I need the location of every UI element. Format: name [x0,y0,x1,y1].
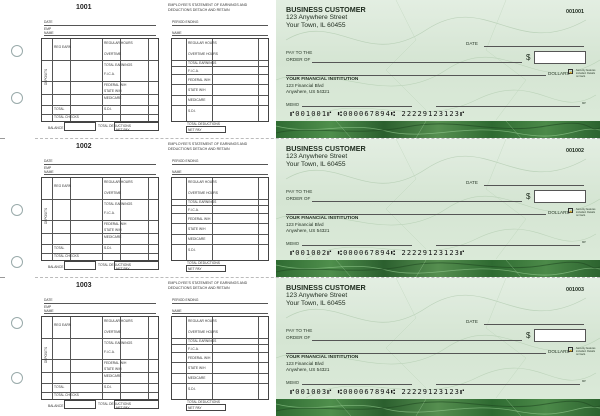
grid-row [172,60,268,61]
date-label: DATE [466,180,478,185]
federal-wh-label: FEDERAL W/H [104,83,127,87]
amount-box[interactable] [534,190,586,203]
emp-name-line[interactable] [44,313,156,314]
deposits-grid [41,38,159,122]
business-name: BUSINESS CUSTOMER [286,144,366,153]
payee-line[interactable] [312,62,522,63]
name-line[interactable] [172,313,268,314]
grid-col [258,317,259,399]
overtime-hours-label: OVERTIME HOURS [188,191,218,195]
grid-col [102,317,103,399]
date-label: DATE [466,41,478,46]
emp-name-line[interactable] [44,174,156,175]
grid-col [52,178,53,260]
security-note: Security features included. Details on back. [576,69,596,78]
bank-address-line2: Anywhere, US 54321 [286,367,330,372]
check [276,278,600,416]
total-earnings-label-r: TOTAL EARNINGS [188,339,217,343]
grid-row [172,383,268,384]
business-name: BUSINESS CUSTOMER [286,283,366,292]
micr-line: ⑈001001⑈ ⑆000067894⑆ 22229123123⑈ [290,110,466,118]
grid-row [172,95,268,96]
check-number: 001002 [566,148,584,154]
emp-label: EMP [44,27,52,31]
grid-row [172,244,268,245]
date-label: DATE [44,159,53,163]
earnings-grid [171,177,269,261]
fica-label-r: F.I.C.A. [188,69,199,73]
fica-label: F.I.C.A. [104,350,115,354]
bank-address-line2: Anywhere, US 54321 [286,89,330,94]
statement-heading: EMPLOYEE'S STATEMENT OF EARNINGS AND DEDUCTIONS DETACH AND RETAIN [168,3,248,12]
total-deductions-label-r: TOTAL DEDUCTIONS [187,400,220,404]
total-label: TOTAL [54,246,65,250]
grid-row [42,94,158,95]
grid-row [172,338,268,339]
pay-to-label: PAY TO THE [286,50,313,55]
mp-label: MP [582,380,586,383]
reg-earn-label: REG EARN [54,184,72,188]
amount-box[interactable] [534,51,586,64]
period-ending-line[interactable] [172,164,268,165]
green-marble-band [276,121,600,138]
period-ending-line[interactable] [172,25,268,26]
grid-row [172,105,268,106]
grid-col [148,178,149,260]
name-line[interactable] [172,35,268,36]
sdi-label: S.D.I. [104,246,113,250]
medicare-label-r: MEDICARE [188,237,206,241]
micr-line: ⑈001002⑈ ⑆000067894⑆ 22229123123⑈ [290,249,466,257]
total-earnings-label-r: TOTAL EARNINGS [188,61,217,65]
security-note: Security features included. Details on back. [576,208,596,217]
grid-row [42,244,158,245]
state-wh-label: STATE W/H [104,228,122,232]
emp-label: EMP [44,305,52,309]
date-line[interactable] [44,164,156,165]
name-line[interactable] [172,174,268,175]
date-label: DATE [44,298,53,302]
sdi-label: S.D.I. [104,385,113,389]
band-texture [276,260,600,277]
check-row [0,139,600,277]
bank-name: YOUR FINANCIAL INSTITUTION [286,355,359,360]
grid-row [42,105,158,106]
payee-line[interactable] [312,201,522,202]
total-deductions-label: TOTAL DEDUCTIONS [98,402,131,406]
pay-to-label: PAY TO THE [286,189,313,194]
business-address-line2: Your Town, IL 60455 [286,22,346,29]
grid-col [258,39,259,121]
signature-line[interactable] [436,384,580,385]
regular-hours-label-r: REGULAR HOURS [188,180,217,184]
total-deductions-label: TOTAL DEDUCTIONS [98,124,131,128]
grid-row [42,220,158,221]
total-checks-label: TOTAL CHECKS [54,254,79,258]
state-wh-label-r: STATE W/H [188,88,206,92]
emp-name-label: NAME [44,30,54,35]
grid-row [172,213,268,214]
lock-icon: 🔒 [569,209,573,213]
balance-box[interactable] [64,400,96,409]
sdi-label-r: S.D.I. [188,387,197,391]
dollars-label: DOLLARS [548,71,570,76]
period-ending-label: PERIOD ENDING [172,298,199,302]
grid-row [42,372,158,373]
amount-words-line[interactable] [286,75,546,76]
date-line[interactable] [44,303,156,304]
business-address-line1: 123 Anywhere Street [286,153,348,160]
check-number: 001001 [566,9,584,15]
name-label: NAME [172,170,182,174]
memo-line[interactable] [302,384,412,385]
mp-label: MP [582,102,586,105]
total-checks-label: TOTAL CHECKS [54,393,79,397]
balance-box[interactable] [64,122,96,131]
federal-wh-label: FEDERAL W/H [104,361,127,365]
deposits-label: DEPOSITS [44,207,48,224]
bank-address-line1: 123 Financial Blvd [286,83,324,88]
medicare-label: MEDICARE [104,235,122,239]
grid-col [70,39,71,121]
stub-number: 1003 [76,282,92,289]
emp-name-label: NAME [44,308,54,313]
grid-col [186,317,187,399]
grid-row [42,359,158,360]
lock-icon: 🔒 [569,348,573,352]
date-label: DATE [44,20,53,24]
paystub [36,139,272,277]
order-of-label: ORDER OF [286,335,311,340]
grid-col [148,39,149,121]
name-label: NAME [172,309,182,313]
date-label: DATE [466,319,478,324]
grid-row [172,205,268,206]
net-pay-label: NET PAY [188,406,202,410]
memo-label: MEMO [286,241,300,246]
net-pay-label-left: NET PAY [116,128,130,132]
state-wh-label: STATE W/H [104,89,122,93]
federal-wh-label: FEDERAL W/H [104,222,127,226]
grid-col [186,39,187,121]
total-checks-label: TOTAL CHECKS [54,115,79,119]
grid-row [172,344,268,345]
amount-box[interactable] [534,329,586,342]
check [276,139,600,277]
emp-name-line[interactable] [44,35,156,36]
signature-line[interactable] [436,245,580,246]
grid-row [172,373,268,374]
federal-wh-label-r: FEDERAL W/H [188,217,211,221]
overtime-hours-label: OVERTIME HOURS [188,52,218,56]
emp-name-label: NAME [44,169,54,174]
band-texture [276,121,600,138]
statement-heading: EMPLOYEE'S STATEMENT OF EARNINGS AND DEDUCTIONS DETACH AND RETAIN [168,142,248,151]
medicare-label: MEDICARE [104,96,122,100]
memo-line[interactable] [302,245,412,246]
grid-col [70,317,71,399]
grid-row [42,383,158,384]
memo-label: MEMO [286,102,300,107]
check-row [0,0,600,138]
regular-hours-label: REGULAR HOURS [104,180,133,184]
emp-label: EMP [44,166,52,170]
check-row [0,278,600,416]
fica-label: F.I.C.A. [104,72,115,76]
sdi-label: S.D.I. [104,107,113,111]
fica-label: F.I.C.A. [104,211,115,215]
grid-row [172,234,268,235]
bank-address-line1: 123 Financial Blvd [286,222,324,227]
grid-row [172,352,268,353]
reg-earn-label: REG EARN [54,323,72,327]
medicare-label-r: MEDICARE [188,376,206,380]
fica-label-r: F.I.C.A. [188,208,199,212]
grid-row [42,199,158,200]
earnings-grid [171,38,269,122]
stub-number: 1001 [76,4,92,11]
bank-address-line2: Anywhere, US 54321 [286,228,330,233]
check [276,0,600,138]
date-line[interactable] [44,25,156,26]
memo-line[interactable] [302,106,412,107]
dollar-sign: $ [526,331,531,340]
check-number: 001003 [566,287,584,293]
grid-row [172,362,268,363]
security-note: Security features included. Details on back. [576,347,596,356]
balance-label: BALANCE [48,265,64,269]
total-earnings-label: TOTAL EARNINGS [104,202,133,206]
perforation [35,138,600,139]
date-line[interactable] [484,46,584,47]
band-texture [276,399,600,416]
fica-label-r: F.I.C.A. [188,347,199,351]
regular-hours-label: REGULAR HOURS [104,319,133,323]
regular-hours-label-r: REGULAR HOURS [188,41,217,45]
grid-row [172,199,268,200]
regular-hours-label-r: REGULAR HOURS [188,319,217,323]
memo-label: MEMO [286,380,300,385]
total-earnings-label: TOTAL EARNINGS [104,63,133,67]
deposits-grid [41,177,159,261]
grid-col [102,178,103,260]
balance-box[interactable] [64,261,96,270]
grid-col [52,317,53,399]
reg-earn-label: REG EARN [54,45,72,49]
bank-name: YOUR FINANCIAL INSTITUTION [286,216,359,221]
dollar-sign: $ [526,192,531,201]
amount-words-line[interactable] [286,353,546,354]
bank-address-line1: 123 Financial Blvd [286,361,324,366]
grid-row [172,223,268,224]
green-marble-band [276,260,600,277]
dollars-label: DOLLARS [548,349,570,354]
federal-wh-label-r: FEDERAL W/H [188,356,211,360]
business-address-line1: 123 Anywhere Street [286,14,348,21]
balance-label: BALANCE [48,126,64,130]
total-earnings-label: TOTAL EARNINGS [104,341,133,345]
state-wh-label: STATE W/H [104,367,122,371]
earnings-grid [171,316,269,400]
regular-hours-label: REGULAR HOURS [104,41,133,45]
stub-number: 1002 [76,143,92,150]
total-label: TOTAL [54,107,65,111]
date-line[interactable] [484,185,584,186]
payee-line[interactable] [312,340,522,341]
net-pay-label-left: NET PAY [116,406,130,410]
state-wh-label-r: STATE W/H [188,227,206,231]
period-ending-label: PERIOD ENDING [172,20,199,24]
business-address-line2: Your Town, IL 60455 [286,300,346,307]
grid-row [172,84,268,85]
grid-row [42,60,158,61]
overtime-label: OVERTIME [104,191,122,195]
perforation [35,277,600,278]
pay-to-label: PAY TO THE [286,328,313,333]
name-label: NAME [172,31,182,35]
deposits-label: DEPOSITS [44,346,48,363]
order-of-label: ORDER OF [286,57,311,62]
bank-name: YOUR FINANCIAL INSTITUTION [286,77,359,82]
lock-icon: 🔒 [569,70,573,74]
total-deductions-label: TOTAL DEDUCTIONS [98,263,131,267]
total-deductions-label-r: TOTAL DEDUCTIONS [187,261,220,265]
total-deductions-label-r: TOTAL DEDUCTIONS [187,122,220,126]
total-earnings-label-r: TOTAL EARNINGS [188,200,217,204]
period-ending-label: PERIOD ENDING [172,159,199,163]
grid-row [42,81,158,82]
deposits-label: DEPOSITS [44,68,48,85]
grid-col [70,178,71,260]
amount-words-line[interactable] [286,214,546,215]
sdi-label-r: S.D.I. [188,109,197,113]
business-address-line2: Your Town, IL 60455 [286,161,346,168]
grid-row [172,66,268,67]
deposits-grid [41,316,159,400]
medicare-label: MEDICARE [104,374,122,378]
net-pay-label-left: NET PAY [116,267,130,271]
net-pay-label: NET PAY [188,128,202,132]
business-name: BUSINESS CUSTOMER [286,5,366,14]
order-of-label: ORDER OF [286,196,311,201]
business-address-line1: 123 Anywhere Street [286,292,348,299]
grid-row [42,233,158,234]
grid-col [148,317,149,399]
mp-label: MP [582,241,586,244]
grid-col [186,178,187,260]
sdi-label-r: S.D.I. [188,248,197,252]
dollars-label: DOLLARS [548,210,570,215]
dollar-sign: $ [526,53,531,62]
period-ending-line[interactable] [172,303,268,304]
grid-row [42,338,158,339]
grid-col [52,39,53,121]
net-pay-label: NET PAY [188,267,202,271]
micr-line: ⑈001003⑈ ⑆000067894⑆ 22229123123⑈ [290,388,466,396]
paystub [36,0,272,138]
state-wh-label-r: STATE W/H [188,366,206,370]
statement-heading: EMPLOYEE'S STATEMENT OF EARNINGS AND DEDUCTIONS DETACH AND RETAIN [168,281,248,290]
total-label: TOTAL [54,385,65,389]
balance-label: BALANCE [48,404,64,408]
green-marble-band [276,399,600,416]
signature-line[interactable] [436,106,580,107]
overtime-label: OVERTIME [104,52,122,56]
medicare-label-r: MEDICARE [188,98,206,102]
paystub [36,278,272,416]
overtime-label: OVERTIME [104,330,122,334]
grid-col [258,178,259,260]
grid-col [102,39,103,121]
date-line[interactable] [484,324,584,325]
grid-row [172,74,268,75]
overtime-hours-label: OVERTIME HOURS [188,330,218,334]
federal-wh-label-r: FEDERAL W/H [188,78,211,82]
